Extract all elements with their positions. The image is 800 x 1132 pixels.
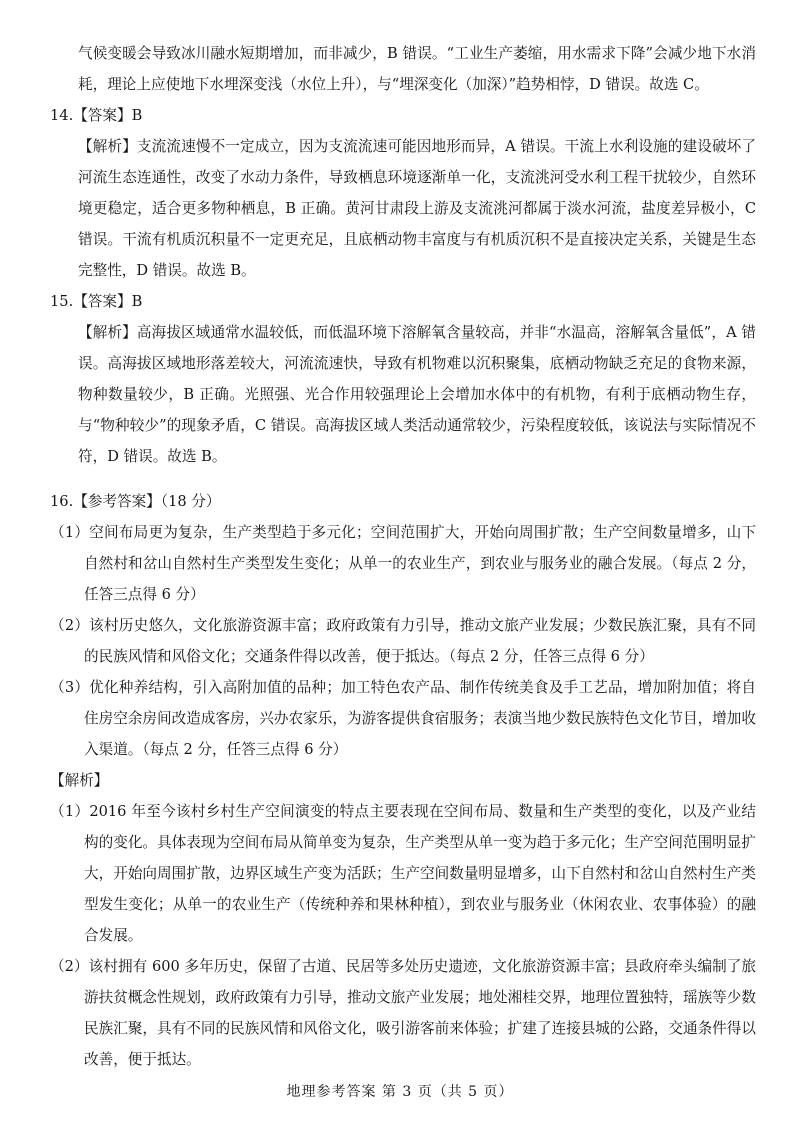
answer-14-heading: 14.【答案】B [50, 107, 143, 124]
answer-14-analysis: 【解析】支流流速慢不一定成立，因为支流流速可能因地形而异，A 错误。干流上水利设施的建设破坏了河流生态连通性，改变了水动力条件，导致栖息环境逐渐单一化，支流洮河受水利工程干扰较少，自然环境更稳定，适合更多物种栖息，B 正确。黄河甘肃段上游及支流洮河都属于淡水河流，盐度差异极小，C 错误。干流有机质沉积量不一定更充足，且底栖动物丰富度与有机质沉积不是直接决定关系，关键是生态完整性，D 错误。故选 B。 [78, 138, 756, 279]
answer-15-analysis: 【解析】高海拔区域通常水温较低，而低温环境下溶解氧含量较高，并非“水温高，溶解氧含量低”，A 错误。高海拔区域地形落差较大，河流流速快，导致有机物难以沉积聚集，底栖动物缺乏充足的食物来源，物种数量较少，B 正确。光照强、光合作用较强理论上会增加水体中的有机物，有利于底栖动物生存，与“物种较少”的现象矛盾，C 错误。高海拔区域人类活动通常较少，污染程度较低，该说法与实际情况不符，D 错误。故选 B。 [78, 324, 756, 465]
answer-16-part-1: （1）空间布局更为复杂，生产类型趋于多元化；空间范围扩大，开始向周围扩散；生产空间数量增多，山下自然村和岔山自然村生产类型发生变化；从单一的农业生产，到农业与服务业的融合发展。（每点 2 分，任答三点得 6 分） [50, 524, 756, 603]
answer-16-part-3: （3）优化种养结构，引入高附加值的品种；加工特色农产品、制作传统美食及手工艺品，增加附加值；将自住房空余房间改造成客房，兴办农家乐，为游客提供食宿服务；表演当地少数民族特色文化节目，增加收入渠道。（每点 2 分，任答三点得 6 分） [50, 679, 756, 758]
answer-body [50, 38, 756, 1075]
analysis-heading: 【解析】 [50, 772, 109, 789]
analysis-part-2: （2）该村拥有 600 多年历史，保留了古道、民居等多处历史遗迹，文化旅游资源丰富；县政府牵头编制了旅游扶贫概念性规划，政府政策有力引导，推动文旅产业发展；地处湘桂交界，地理位置独特，瑶族等少数民族汇聚，具有不同的民族风情和风俗文化，吸引游客前来体验；扩建了连接县城的公路，交通条件得以改善，便于抵达。 [50, 958, 757, 1068]
answer-16-heading: 16.【参考答案】（18 分） [50, 493, 221, 510]
page-footer: 地理参考答案 第 3 页（共 5 页） [286, 1084, 514, 1100]
paragraph-13-continued: 气候变暖会导致冰川融水短期增加，而非减少，B 错误。“工业生产萎缩，用水需求下降”会减少地下水消耗，理论上应使地下水埋深变浅（水位上升），与“埋深变化（加深）”趋势相悖，D 错误。故选 C。 [78, 45, 756, 93]
answer-16-part-2: （2）该村历史悠久，文化旅游资源丰富；政府政策有力引导，推动文旅产业发展；少数民族汇聚，具有不同的民族风情和风俗文化；交通条件得以改善，便于抵达。（每点 2 分，任答三点得 6 分） [50, 617, 756, 665]
spacer [50, 472, 756, 486]
analysis-part-1: （1）2016 年至今该村乡村生产空间演变的特点主要表现在空间布局、数量和生产类型的变化，以及产业结构的变化。具体表现为空间布局从简单变为复杂，生产类型从单一变为趋于多元化；生产空间范围明显扩大，开始向周围扩散，边界区域生产变为活跃；生产空间数量明显增多，山下自然村和岔山自然村生产类型发生变化；从单一的农业生产（传统种养和果林种植），到农业与服务业（休闲农业、农事体验）的融合发展。 [50, 803, 756, 944]
answer-15-heading: 15.【答案】B [50, 293, 143, 310]
